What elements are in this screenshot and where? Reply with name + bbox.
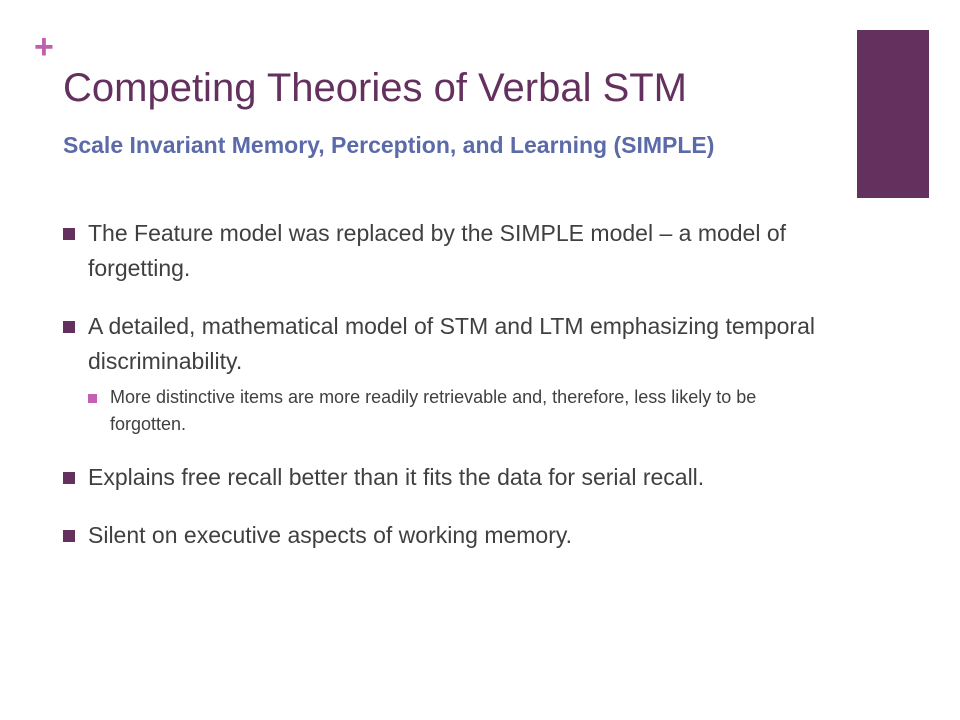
bullet-list (63, 216, 823, 553)
accent-bar (857, 30, 929, 198)
bullet-item (63, 518, 823, 553)
sub-bullet-text: More distinctive items are more readily retrievable and, therefore, less likely to be forgotten. (110, 387, 757, 434)
square-bullet-icon (63, 228, 75, 240)
bullet-item (63, 216, 823, 286)
bullet-text: Silent on executive aspects of working memory. (88, 522, 573, 548)
small-square-bullet-icon (88, 394, 97, 403)
square-bullet-icon (63, 321, 75, 333)
bullet-item (63, 460, 823, 495)
square-bullet-icon (63, 472, 75, 484)
bullet-text: A detailed, mathematical model of STM and LTM emphasizing temporal discriminability. (88, 313, 815, 374)
slide-title: Competing Theories of Verbal STM (63, 66, 688, 110)
bullet-text: The Feature model was replaced by the SIMPLE model – a model of forgetting. (88, 220, 787, 281)
sub-bullet-item (88, 384, 823, 438)
plus-icon: + (34, 28, 54, 66)
bullet-item (63, 309, 823, 379)
slide-subtitle: Scale Invariant Memory, Perception, and Learning (SIMPLE) (63, 132, 715, 158)
square-bullet-icon (63, 530, 75, 542)
bullet-text: Explains free recall better than it fits the data for serial recall. (88, 464, 705, 490)
